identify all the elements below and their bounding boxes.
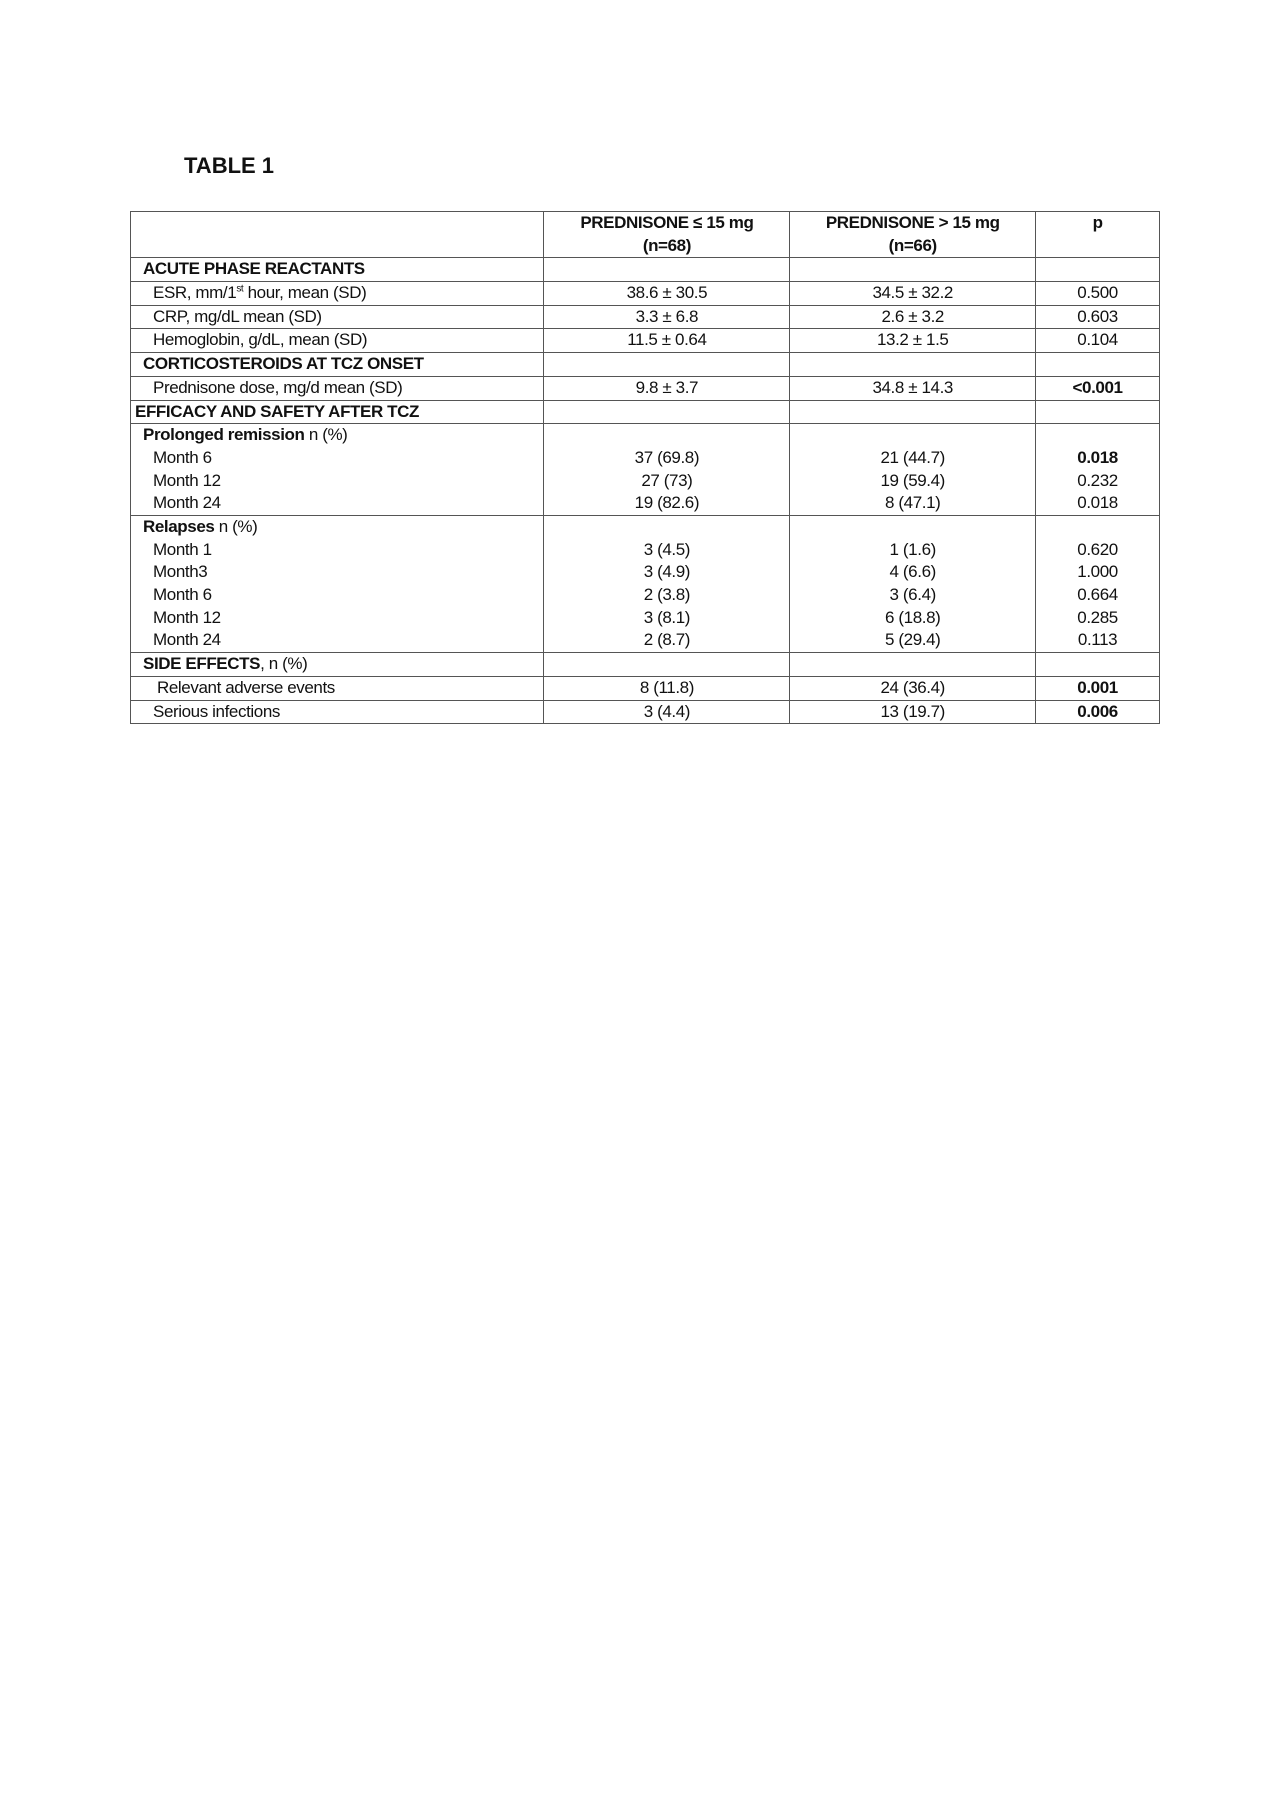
p-value: 0.104: [1036, 329, 1160, 353]
table-row: [131, 676, 1160, 700]
high-dose-value: 1 (1.6): [889, 539, 936, 559]
block-label-cell: [131, 424, 544, 516]
table-row: [131, 329, 1160, 353]
high-dose-value: 8 (47.1): [885, 493, 941, 513]
section-label-cell: [131, 653, 544, 677]
section-row: [131, 258, 1160, 282]
p-value: 0.113: [1077, 630, 1118, 650]
empty-cell: [1036, 353, 1160, 377]
high-dose-value: 19 (59.4): [880, 470, 945, 490]
section-label: CORTICOSTEROIDS AT TCZ ONSET: [143, 354, 424, 374]
sub-row-label: Month 24: [153, 630, 221, 650]
low-dose-value: 38.6 ± 30.5: [544, 282, 790, 306]
section-row: [131, 653, 1160, 677]
p-value: 0.620: [1077, 539, 1118, 559]
low-dose-value: 2 (8.7): [643, 630, 691, 650]
p-value: 0.285: [1077, 607, 1118, 627]
section-label: EFFICACY AND SAFETY AFTER TCZ: [135, 401, 420, 421]
low-dose-value: 3 (4.4): [544, 700, 790, 724]
empty-cell: [544, 400, 790, 424]
block-heading: [143, 516, 539, 539]
table-row: [131, 376, 1160, 400]
blank-line: [794, 516, 1031, 539]
high-dose-value: 2.6 ± 3.2: [790, 305, 1036, 329]
empty-cell: [790, 258, 1036, 282]
empty-cell: [544, 353, 790, 377]
sub-row-label: Month 12: [153, 470, 221, 490]
low-dose-value: 3 (8.1): [643, 607, 691, 627]
table-title: TABLE 1: [184, 153, 275, 178]
sub-row-label: Month 12: [153, 607, 221, 627]
p-value: 0.018: [1077, 447, 1118, 467]
p-value: 1.000: [1077, 562, 1118, 582]
low-dose-value: 37 (69.8): [634, 447, 700, 467]
low-dose-value: 19 (82.6): [634, 493, 700, 513]
high-dose-value: 21 (44.7): [880, 447, 945, 467]
header-low-dose-label: PREDNISONE ≤ 15 mg: [580, 213, 754, 232]
section-label: SIDE EFFECTS: [143, 654, 261, 674]
low-dose-value: 9.8 ± 3.7: [544, 376, 790, 400]
p-value: 0.232: [1077, 470, 1118, 490]
blank-line: [548, 516, 785, 539]
row-label-cell: [131, 282, 544, 306]
p-value: 0.500: [1036, 282, 1160, 306]
high-dose-value: 3 (6.4): [889, 585, 936, 605]
section-label-suffix: , n (%): [260, 654, 308, 674]
row-label: ESR, mm/1: [153, 283, 237, 303]
block-heading: [143, 424, 539, 447]
empty-cell: [1036, 653, 1160, 677]
high-dose-value: 13.2 ± 1.5: [790, 329, 1036, 353]
section-row: [131, 400, 1160, 424]
block-heading-suffix: n (%): [214, 517, 258, 537]
header-high-dose: [790, 212, 1036, 258]
blank-line: [794, 424, 1031, 447]
table-row: [131, 305, 1160, 329]
header-empty-cell: [131, 212, 544, 258]
empty-cell: [790, 653, 1036, 677]
sub-row-label: Month 1: [153, 539, 212, 559]
row-label-cell: [131, 329, 544, 353]
results-table: [130, 211, 1160, 724]
sub-row-label: Month 24: [153, 493, 221, 513]
p-values: [1036, 424, 1160, 516]
empty-cell: [544, 258, 790, 282]
row-label-superscript: st: [236, 283, 244, 295]
blank-line: [1040, 516, 1155, 539]
high-dose-value: 5 (29.4): [885, 630, 941, 650]
p-value: 0.018: [1077, 493, 1118, 513]
low-dose-values: [544, 516, 790, 653]
low-dose-value: 8 (11.8): [544, 676, 790, 700]
row-label: Serious infections: [153, 701, 280, 721]
low-dose-value: 3 (4.5): [643, 539, 691, 559]
block-label-cell: [131, 516, 544, 653]
section-label-cell: [131, 353, 544, 377]
p-value: 0.006: [1036, 700, 1160, 724]
table-row: [131, 516, 1160, 653]
low-dose-value: 3.3 ± 6.8: [544, 305, 790, 329]
high-dose-value: 24 (36.4): [790, 676, 1036, 700]
empty-cell: [1036, 400, 1160, 424]
low-dose-value: 11.5 ± 0.64: [544, 329, 790, 353]
row-label-cell: [131, 676, 544, 700]
p-value: 0.603: [1036, 305, 1160, 329]
blank-line: [1040, 424, 1155, 447]
sub-row-label: Month 6: [153, 447, 212, 467]
empty-cell: [790, 400, 1036, 424]
header-low-dose-n: (n=68): [642, 235, 691, 255]
table-row: [131, 700, 1160, 724]
high-dose-value: 4 (6.6): [889, 562, 936, 582]
block-heading-label: Relapses: [143, 517, 215, 537]
row-label: Hemoglobin, g/dL, mean (SD): [153, 330, 368, 350]
row-label-suffix: hour, mean (SD): [243, 283, 367, 303]
header-p: p: [1036, 212, 1160, 258]
header-high-dose-label: PREDNISONE > 15 mg: [825, 213, 1000, 232]
header-high-dose-n: (n=66): [888, 235, 937, 255]
empty-cell: [1036, 258, 1160, 282]
table-row: [131, 424, 1160, 516]
header-low-dose: [544, 212, 790, 258]
p-value: 0.664: [1077, 585, 1118, 605]
section-label: ACUTE PHASE REACTANTS: [143, 259, 365, 279]
block-heading-label: Prolonged remission: [143, 425, 305, 445]
high-dose-value: 6 (18.8): [885, 607, 941, 627]
row-label: Prednisone dose, mg/d mean (SD): [153, 377, 403, 397]
sub-row-label: Month 6: [153, 585, 212, 605]
section-label-cell: [131, 400, 544, 424]
low-dose-value: 27 (73): [641, 470, 693, 490]
high-dose-value: 34.8 ± 14.3: [790, 376, 1036, 400]
section-label-cell: [131, 258, 544, 282]
section-row: [131, 353, 1160, 377]
row-label-cell: [131, 305, 544, 329]
low-dose-value: 3 (4.9): [643, 562, 691, 582]
empty-cell: [790, 353, 1036, 377]
high-dose-values: [790, 424, 1036, 516]
blank-line: [548, 424, 785, 447]
low-dose-value: 2 (3.8): [643, 585, 691, 605]
high-dose-value: 13 (19.7): [790, 700, 1036, 724]
empty-cell: [544, 653, 790, 677]
high-dose-value: 34.5 ± 32.2: [790, 282, 1036, 306]
p-values: [1036, 516, 1160, 653]
block-heading-suffix: n (%): [304, 425, 348, 445]
high-dose-values: [790, 516, 1036, 653]
low-dose-values: [544, 424, 790, 516]
p-value: 0.001: [1036, 676, 1160, 700]
row-label-cell: [131, 376, 544, 400]
table-header-row: [131, 212, 1160, 258]
row-label: Relevant adverse events: [157, 677, 335, 697]
row-label: CRP, mg/dL mean (SD): [153, 306, 322, 326]
p-value: <0.001: [1036, 376, 1160, 400]
row-label-cell: [131, 700, 544, 724]
sub-row-label: Month3: [153, 562, 208, 582]
table-row: [131, 282, 1160, 306]
